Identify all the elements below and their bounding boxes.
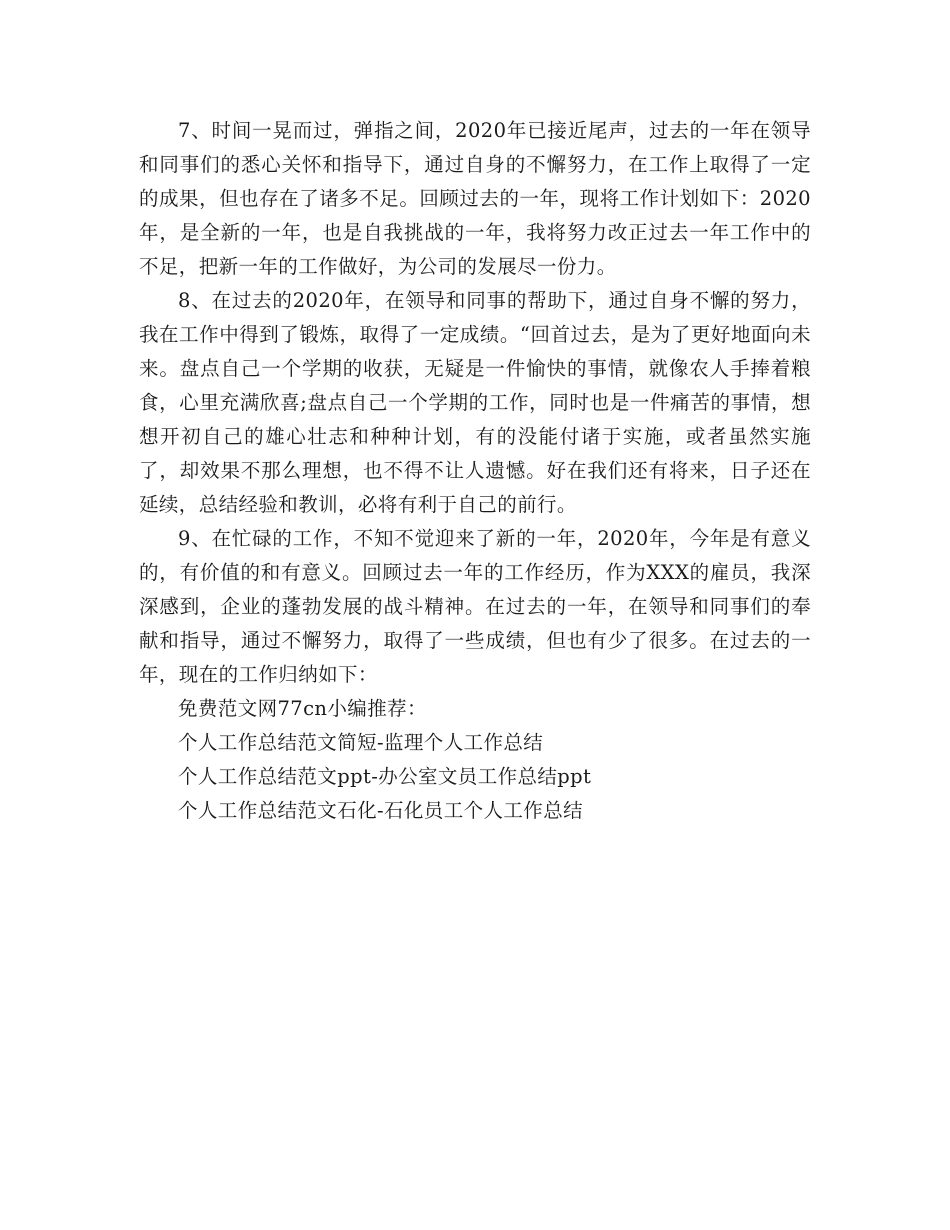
paragraph-9: 9、在忙碌的工作，不知不觉迎来了新的一年，2020年，今年是有意义的，有价值的和有意义。回顾过去一年的工作经历，作为XXX的雇员，我深深感到，企业的蓬勃发展的战斗精神。在过去的一年，在领导和同事们的奉献和指导，通过不懈努力，取得了一些成绩，但也有少了很多。在过去的一年，现在的工作归纳如下： [139,527,811,686]
recommend-link-3[interactable]: 个人工作总结范文石化-石化员工个人工作总结 [178,799,583,822]
recommend-link-1[interactable]: 个人工作总结范文简短-监理个人工作总结 [178,731,544,754]
paragraph-8: 8、在过去的2020年，在领导和同事的帮助下，通过自身不懈的努力，我在工作中得到了锻炼，取得了一定成绩。“回首过去，是为了更好地面向未来。盘点自己一个学期的收获，无疑是一件愉快的事情，就像农人手捧着粮食，心里充满欣喜;盘点自己一个学期的工作，同时也是一件痛苦的事情，想想开初自己的雄心壮志和种种计划，有的没能付诸于实施，或者虽然实施了，却效果不那么理想，也不得不让人遗憾。好在我们还有将来，日子还在延续，总结经验和教训，必将有利于自己的前行。 [139,289,811,516]
recommend-link-2[interactable]: 个人工作总结范文ppt-办公室文员工作总结ppt [178,765,592,788]
recommend-heading: 免费范文网77cn小编推荐： [178,697,427,720]
document-body [139,114,811,828]
paragraph-7: 7、时间一晃而过，弹指之间，2020年已接近尾声，过去的一年在领导和同事们的悉心关怀和指导下，通过自身的不懈努力，在工作上取得了一定的成果，但也存在了诸多不足。回顾过去的一年，现将工作计划如下：2020年，是全新的一年，也是自我挑战的一年，我将努力改正过去一年工作中的不足，把新一年的工作做好，为公司的发展尽一份力。 [139,119,811,278]
